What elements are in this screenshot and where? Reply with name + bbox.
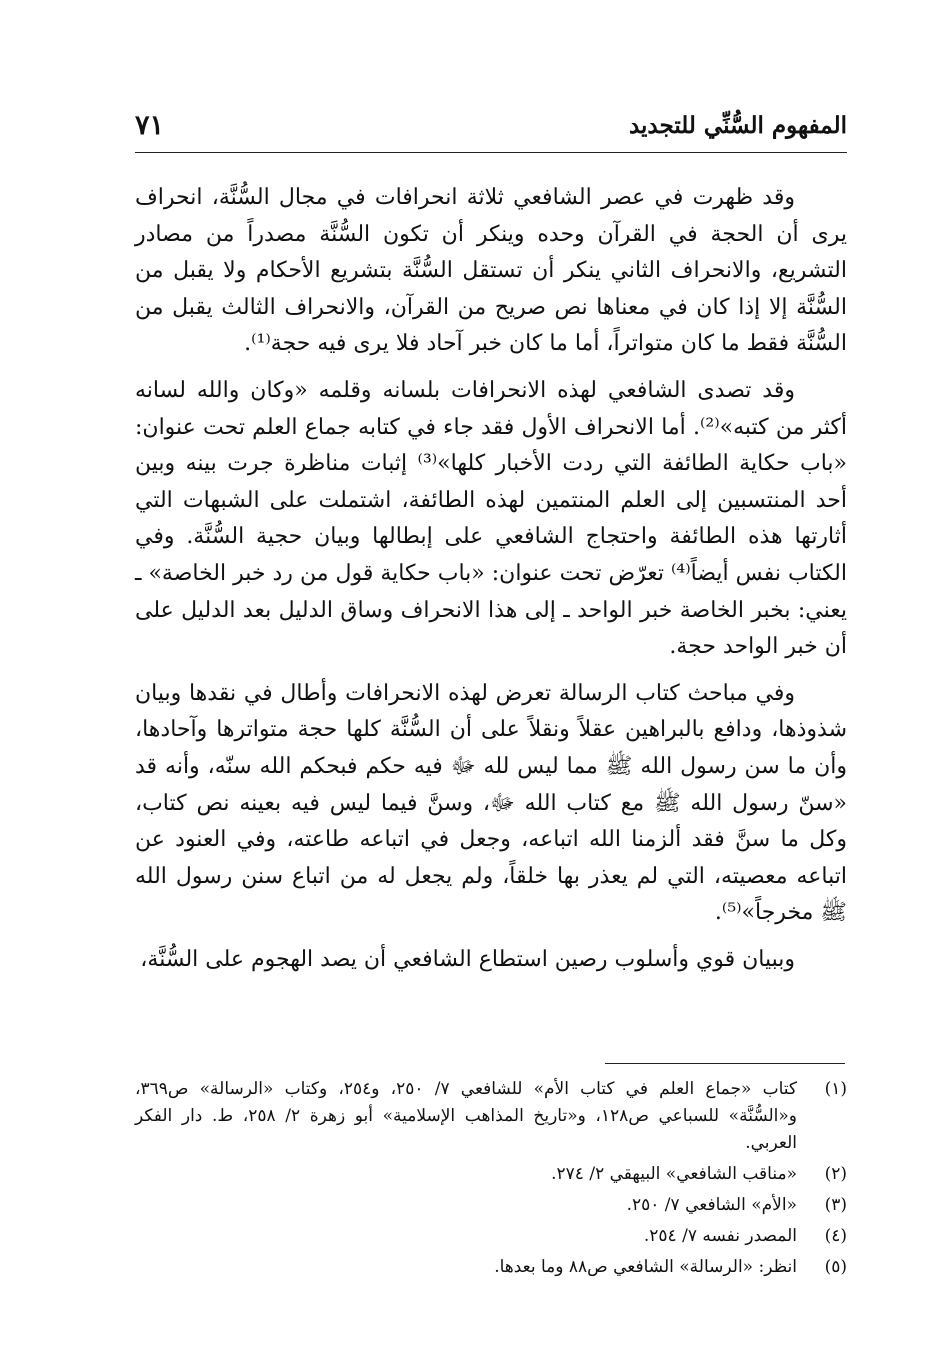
footnote-text: المصدر نفسه ٧/ ٢٥٤. xyxy=(643,1226,797,1246)
paragraph: وقد تصدى الشافعي لهذه الانحرافات بلسانه وقلمه «وكان والله لسانه أكثر من كتبه»⁽²⁾. أما الانحراف الأول فقد جاء في كتابه جماع العلم تحت عنوان: «باب حكاية الطائفة التي ردت الأخبار كلها»⁽³⁾ إثبات مناظرة جرت بينه وبين أحد المنتسبين إلى العلم المنتمين لهذه الطائفة، اشتملت على الشبهات التي أثارتها هذه الطائفة واحتجاج الشافعي على إبطالها وبيان حجية السُّنَّة. وفي الكتاب نفس أيضاً⁽⁴⁾ تعرّض تحت عنوان: «باب حكاية قول من رد خبر الخاصة» ـ يعني: بخبر الخاصة خبر الواحد ـ إلى هذا الانحراف وساق الدليل بعد الدليل على أن خبر الواحد حجة. xyxy=(135,377,847,660)
footnote-number: (٥) xyxy=(824,1257,847,1277)
paragraph: وقد ظهرت في عصر الشافعي ثلاثة انحرافات في مجال السُّنَّة، انحراف يرى أن الحجة في القرآن وحده وينكر أن تكون السُّنَّة مصدراً من مصادر التشريع، والانحراف الثاني ينكر أن تستقل السُّنَّة بتشريع الأحكام ولا يقبل من السُّنَّة إلا إذا كان في معناها نص صريح من القرآن، والانحراف الثالث يقبل من السُّنَّة فقط ما كان متواتراً، أما ما كان خبر آحاد فلا يرى فيه حجة⁽¹⁾. xyxy=(135,185,847,357)
footnote-number: (١) xyxy=(824,1079,847,1099)
footnote-item xyxy=(135,1161,847,1188)
running-header xyxy=(135,112,847,152)
footnote-number: (٣) xyxy=(824,1195,847,1215)
paragraph: وببيان قوي وأسلوب رصين استطاع الشافعي أن يصد الهجوم على السُّنَّة، xyxy=(140,946,795,972)
footnote-text: كتاب «جماع العلم في كتاب الأم» للشافعي ٧/ ٢٥٠، و٢٥٤، وكتاب «الرسالة» ص٣٦٩، و«السُّنَّة» للسباعي ص١٢٨، و«تاريخ المذاهب الإسلامية» أبو زهرة ٢/ ٢٥٨، ط. دار الفكر العربي. xyxy=(135,1079,798,1153)
footnote-text: «الأم» الشافعي ٧/ ٢٥٠. xyxy=(626,1195,797,1215)
header-divider xyxy=(135,152,847,153)
footnote-text: «مناقب الشافعي» البيهقي ٢/ ٢٧٤. xyxy=(551,1164,797,1184)
footnote-item xyxy=(135,1076,847,1157)
footnote-number: (٢) xyxy=(824,1164,847,1184)
main-text xyxy=(135,180,847,988)
footnote-item xyxy=(135,1192,847,1219)
paragraph: وفي مباحث كتاب الرسالة تعرض لهذه الانحرافات وأطال في نقدها وبيان شذوذها، ودافع بالبراهين عقلاً ونقلاً على أن السُّنَّة كلها حجة متواترها وآحادها، وأن ما سن رسول الله ﷺ مما ليس لله ﷻ فيه حكم فبحكم الله سنّه، وأنه قد «سنّ رسول الله ﷺ مع كتاب الله ﷻ، وسنَّ فيما ليس فيه بعينه نص كتاب، وكل ما سنَّ فقد ألزمنا الله اتباعه، وجعل في اتباعه طاعته، وفي العنود عن اتباعه معصيته، التي لم يعذر بها خلقاً، ولم يجعل له من اتباع سنن رسول الله ﷺ مخرجاً»⁽⁵⁾. xyxy=(135,680,848,926)
page-number: ٧١ xyxy=(135,110,165,141)
footnote-divider xyxy=(605,1063,845,1064)
footnote-number: (٤) xyxy=(824,1226,847,1246)
footnotes xyxy=(135,1076,847,1285)
footnote-item xyxy=(135,1223,847,1250)
running-title: المفهوم السُّنِّي للتجديد xyxy=(628,112,847,139)
footnote-item xyxy=(135,1254,847,1281)
footnote-text: انظر: «الرسالة» الشافعي ص٨٨ وما بعدها. xyxy=(494,1257,797,1277)
